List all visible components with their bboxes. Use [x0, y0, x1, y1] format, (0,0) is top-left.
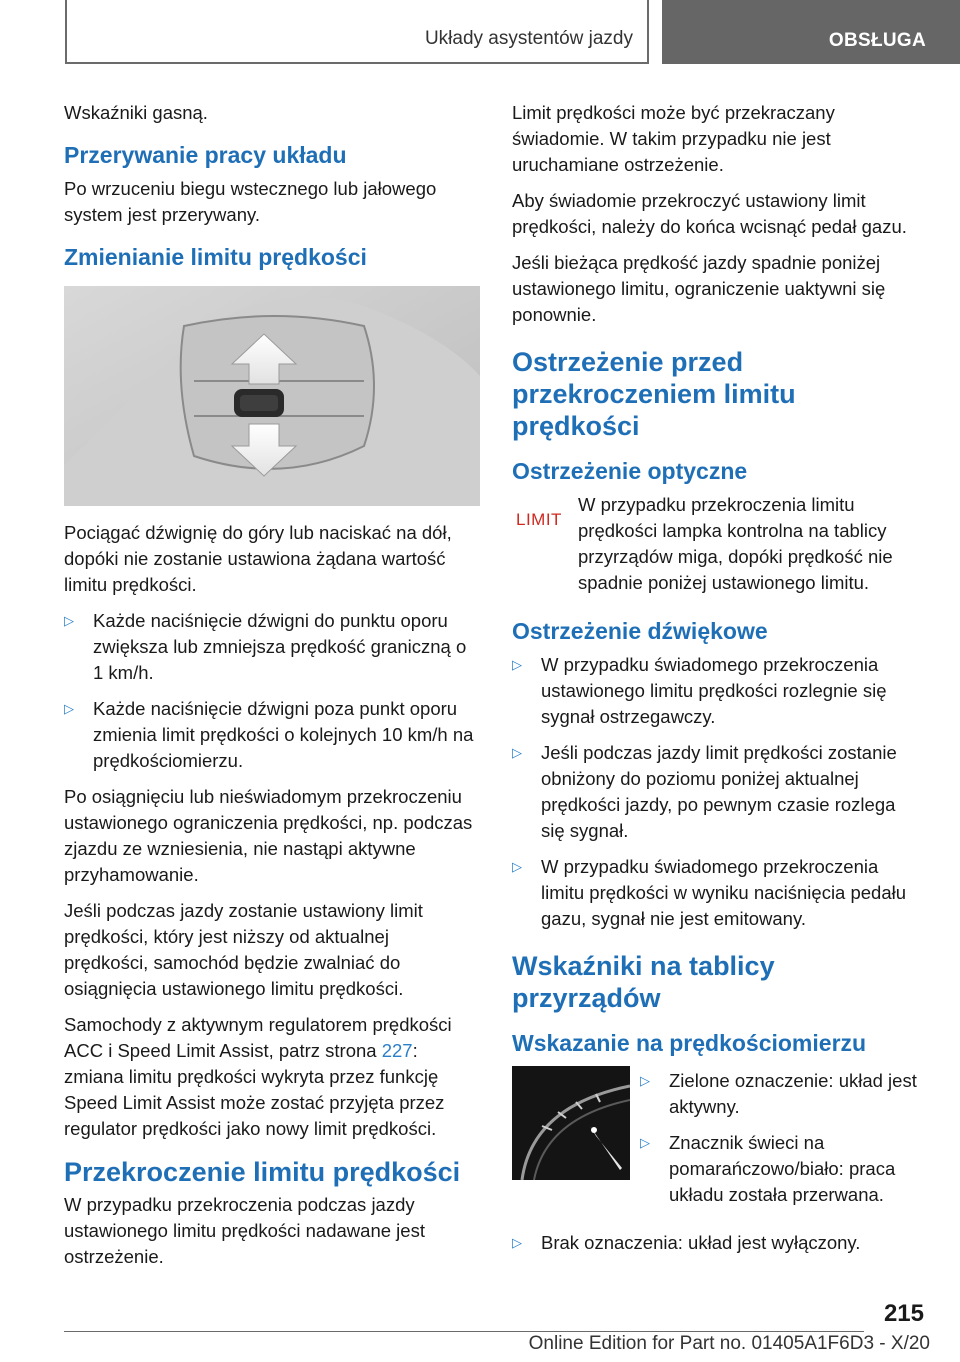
list-item: ▷ W przypadku świadomego przekroczenia ustawionego limitu prędkości rozlegnie się sygnał ostrzegawczy.: [512, 654, 887, 727]
triangle-bullet-icon: ▷: [64, 701, 74, 716]
section-title: Układy asystentów jazdy: [424, 28, 633, 49]
speedometer-figure: [512, 1066, 630, 1180]
list-item: ▷ Każde naciśnięcie dźwigni do punktu oporu zwiększa lub zmniejsza prędkość graniczną o 1 km/h.: [64, 610, 467, 683]
triangle-bullet-icon: ▷: [512, 1235, 522, 1250]
footer-divider: [64, 1331, 864, 1332]
paragraph-reactivate: Jeśli bieżąca prędkość jazdy spadnie poniżej ustawionego limitu, ograniczenie uaktywni się ponownie.: [512, 252, 886, 325]
chapter-tab-label: OBSŁUGA: [828, 30, 926, 51]
list-item: ▷ Brak oznaczenia: układ jest wyłączony.: [512, 1230, 924, 1256]
paragraph-exceed-consciously: Limit prędkości może być przekraczany świadomie. W takim przypadku nie jest uruchamiane ostrzeżenie.: [512, 102, 835, 175]
list-item: ▷ Zielone oznaczenie: układ jest aktywny.: [640, 1070, 917, 1117]
paragraph-lower-limit: Jeśli podczas jazdy zostanie ustawiony limit prędkości, który jest niższy od aktualnej prędkości, samochód będzie zwalniać do osiągnięcia ustawionego limitu prędkości.: [64, 900, 423, 999]
paragraph-optical: W przypadku przekroczenia limitu prędkości lampka kontrolna na tablicy przyrządów miga, dopóki prędkość nie spadnie poniżej ustawionego limitu.: [578, 494, 893, 593]
page-link-227[interactable]: 227: [381, 1040, 413, 1061]
limit-indicator-icon: LIMIT: [516, 510, 562, 529]
chapter-tab[interactable]: [662, 0, 960, 64]
heading-warning: Ostrzeżenie przed przekroczeniem limitu prędkości: [512, 347, 796, 441]
heading-interrupt: Przerywanie pracy układu: [64, 142, 347, 168]
triangle-bullet-icon: ▷: [512, 859, 522, 874]
triangle-bullet-icon: ▷: [640, 1135, 650, 1150]
footer-edition: Online Edition for Part no. 01405A1F6D3 - X/20: [528, 1333, 930, 1354]
header-frame: [65, 0, 649, 64]
heading-acoustic-warning: Ostrzeżenie dźwiękowe: [512, 618, 768, 644]
heading-optical-warning: Ostrzeżenie optyczne: [512, 458, 748, 484]
heading-change-limit: Zmienianie limitu prędkości: [64, 244, 367, 270]
paragraph-indicators-off: Wskaźniki gasną.: [64, 102, 208, 123]
heading-exceed-limit: Przekroczenie limitu prędkości: [64, 1157, 461, 1187]
page-number: 215: [883, 1300, 924, 1327]
list-item: ▷ Jeśli podczas jazdy limit prędkości zostanie obniżony do poziomu poniżej aktualnej prędkości jazdy, po pewnym czasie rozlega się sygnał.: [512, 742, 897, 841]
heading-speedometer: Wskazanie na prędkościomierzu: [512, 1030, 867, 1056]
lever-bullet-list: [64, 608, 476, 774]
heading-instrument-indicators: Wskaźniki na tablicy przyrządów: [512, 951, 775, 1013]
triangle-bullet-icon: ▷: [640, 1073, 650, 1088]
list-item: ▷ W przypadku świadomego przekroczenia limitu prędkości w wyniku naciśnięcia pedału gazu, sygnał nie jest emitowany.: [512, 856, 907, 929]
speedometer-bullet-list-2: [512, 1230, 924, 1256]
paragraph-exceed: W przypadku przekroczenia podczas jazdy ustawionego limitu prędkości nadawane jest ostrzeżenie.: [64, 1194, 425, 1267]
left-column: [64, 100, 476, 1280]
optical-warning-block: [512, 492, 924, 596]
speedometer-block: [512, 1064, 924, 1226]
list-item: ▷ Każde naciśnięcie dźwigni poza punkt oporu zmienia limit prędkości o kolejnych 10 km/h na prędkościomierzu.: [64, 698, 474, 771]
steering-wheel-lever-figure: [64, 286, 480, 506]
triangle-bullet-icon: ▷: [64, 613, 74, 628]
list-item: ▷ Znacznik świeci na pomarańczowo/biało: praca układu została przerwana.: [640, 1132, 896, 1205]
paragraph-acc: Samochody z aktywnym regulatorem prędkości ACC i Speed Limit Assist, patrz strona 227: zmiana limitu prędkości wykryta przez funkcję Speed Limit Assist może zostać przyjęta przez regulator prędkości jako nowy limit prędkości.: [64, 1014, 452, 1139]
paragraph-press-pedal: Aby świadomie przekroczyć ustawiony limit prędkości, należy do końca wcisnąć pedał gazu.: [512, 190, 907, 237]
acoustic-bullet-list: [512, 652, 924, 932]
paragraph-reach-limit: Po osiągnięciu lub nieświadomym przekroczeniu ustawionego ograniczenia prędkości, np. podczas zjazdu ze wzniesienia, nie nastąpi aktywne przyhamowanie.: [64, 786, 473, 885]
triangle-bullet-icon: ▷: [512, 745, 522, 760]
triangle-bullet-icon: ▷: [512, 657, 522, 672]
paragraph-interrupt: Po wrzuceniu biegu wstecznego lub jałowego system jest przerywany.: [64, 178, 437, 225]
right-column: [512, 100, 924, 1266]
speedometer-bullet-list: [640, 1068, 924, 1218]
paragraph-pull-lever: Pociągać dźwignię do góry lub naciskać na dół, dopóki nie zostanie ustawiona żądana wartość limitu prędkości.: [64, 522, 452, 595]
